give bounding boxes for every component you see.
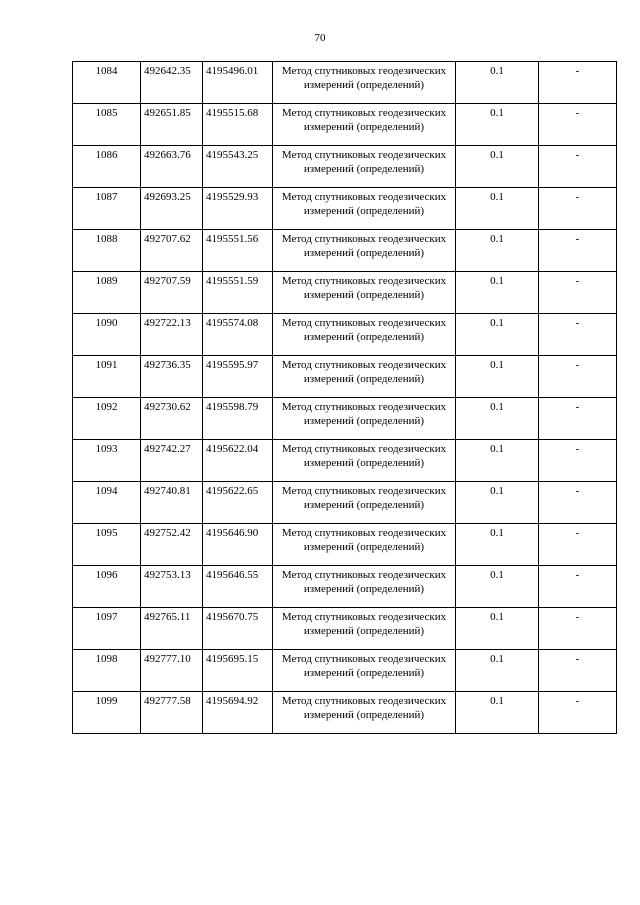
point-number-cell: 1094 xyxy=(73,482,141,524)
x-coordinate-cell: 492753.13 xyxy=(141,566,203,608)
point-number-cell: 1088 xyxy=(73,230,141,272)
note-cell: - xyxy=(539,398,617,440)
point-number-cell: 1084 xyxy=(73,62,141,104)
method-cell: Метод спутниковых геодезических измерений (определений) xyxy=(273,104,456,146)
note-cell: - xyxy=(539,356,617,398)
x-coordinate-cell: 492651.85 xyxy=(141,104,203,146)
x-coordinate-cell: 492765.11 xyxy=(141,608,203,650)
method-cell: Метод спутниковых геодезических измерений (определений) xyxy=(273,440,456,482)
y-coordinate-cell: 4195574.08 xyxy=(203,314,273,356)
method-cell: Метод спутниковых геодезических измерений (определений) xyxy=(273,356,456,398)
method-cell: Метод спутниковых геодезических измерений (определений) xyxy=(273,188,456,230)
table-row xyxy=(73,188,617,230)
table-row xyxy=(73,398,617,440)
note-cell: - xyxy=(539,524,617,566)
x-coordinate-cell: 492642.35 xyxy=(141,62,203,104)
table-row xyxy=(73,650,617,692)
accuracy-cell: 0.1 xyxy=(456,314,539,356)
table-row xyxy=(73,566,617,608)
accuracy-cell: 0.1 xyxy=(456,398,539,440)
method-cell: Метод спутниковых геодезических измерений (определений) xyxy=(273,566,456,608)
y-coordinate-cell: 4195694.92 xyxy=(203,692,273,734)
y-coordinate-cell: 4195646.90 xyxy=(203,524,273,566)
method-cell: Метод спутниковых геодезических измерений (определений) xyxy=(273,230,456,272)
x-coordinate-cell: 492736.35 xyxy=(141,356,203,398)
method-cell: Метод спутниковых геодезических измерений (определений) xyxy=(273,608,456,650)
point-number-cell: 1099 xyxy=(73,692,141,734)
x-coordinate-cell: 492707.59 xyxy=(141,272,203,314)
y-coordinate-cell: 4195646.55 xyxy=(203,566,273,608)
note-cell: - xyxy=(539,62,617,104)
note-cell: - xyxy=(539,104,617,146)
point-number-cell: 1090 xyxy=(73,314,141,356)
accuracy-cell: 0.1 xyxy=(456,692,539,734)
point-number-cell: 1092 xyxy=(73,398,141,440)
y-coordinate-cell: 4195622.04 xyxy=(203,440,273,482)
x-coordinate-cell: 492663.76 xyxy=(141,146,203,188)
table-row xyxy=(73,608,617,650)
note-cell: - xyxy=(539,566,617,608)
table-row xyxy=(73,272,617,314)
note-cell: - xyxy=(539,272,617,314)
point-number-cell: 1086 xyxy=(73,146,141,188)
method-cell: Метод спутниковых геодезических измерений (определений) xyxy=(273,650,456,692)
x-coordinate-cell: 492777.10 xyxy=(141,650,203,692)
point-number-cell: 1096 xyxy=(73,566,141,608)
x-coordinate-cell: 492740.81 xyxy=(141,482,203,524)
accuracy-cell: 0.1 xyxy=(456,440,539,482)
accuracy-cell: 0.1 xyxy=(456,566,539,608)
point-number-cell: 1095 xyxy=(73,524,141,566)
method-cell: Метод спутниковых геодезических измерений (определений) xyxy=(273,692,456,734)
table-row xyxy=(73,62,617,104)
method-cell: Метод спутниковых геодезических измерений (определений) xyxy=(273,272,456,314)
x-coordinate-cell: 492722.13 xyxy=(141,314,203,356)
y-coordinate-cell: 4195551.59 xyxy=(203,272,273,314)
note-cell: - xyxy=(539,230,617,272)
x-coordinate-cell: 492752.42 xyxy=(141,524,203,566)
note-cell: - xyxy=(539,692,617,734)
table-row xyxy=(73,440,617,482)
table-row xyxy=(73,356,617,398)
coordinates-table xyxy=(72,61,617,734)
y-coordinate-cell: 4195595.97 xyxy=(203,356,273,398)
accuracy-cell: 0.1 xyxy=(456,188,539,230)
table-row xyxy=(73,524,617,566)
y-coordinate-cell: 4195622.65 xyxy=(203,482,273,524)
accuracy-cell: 0.1 xyxy=(456,482,539,524)
y-coordinate-cell: 4195695.15 xyxy=(203,650,273,692)
accuracy-cell: 0.1 xyxy=(456,146,539,188)
table-row xyxy=(73,314,617,356)
method-cell: Метод спутниковых геодезических измерений (определений) xyxy=(273,398,456,440)
note-cell: - xyxy=(539,440,617,482)
method-cell: Метод спутниковых геодезических измерений (определений) xyxy=(273,314,456,356)
table-row xyxy=(73,104,617,146)
y-coordinate-cell: 4195670.75 xyxy=(203,608,273,650)
x-coordinate-cell: 492707.62 xyxy=(141,230,203,272)
method-cell: Метод спутниковых геодезических измерений (определений) xyxy=(273,482,456,524)
table-row xyxy=(73,146,617,188)
note-cell: - xyxy=(539,650,617,692)
accuracy-cell: 0.1 xyxy=(456,62,539,104)
accuracy-cell: 0.1 xyxy=(456,104,539,146)
point-number-cell: 1085 xyxy=(73,104,141,146)
note-cell: - xyxy=(539,146,617,188)
note-cell: - xyxy=(539,314,617,356)
y-coordinate-cell: 4195543.25 xyxy=(203,146,273,188)
point-number-cell: 1087 xyxy=(73,188,141,230)
x-coordinate-cell: 492742.27 xyxy=(141,440,203,482)
method-cell: Метод спутниковых геодезических измерений (определений) xyxy=(273,62,456,104)
table-body xyxy=(73,62,617,734)
x-coordinate-cell: 492693.25 xyxy=(141,188,203,230)
method-cell: Метод спутниковых геодезических измерений (определений) xyxy=(273,146,456,188)
note-cell: - xyxy=(539,188,617,230)
table-row xyxy=(73,692,617,734)
note-cell: - xyxy=(539,608,617,650)
method-cell: Метод спутниковых геодезических измерений (определений) xyxy=(273,524,456,566)
note-cell: - xyxy=(539,482,617,524)
y-coordinate-cell: 4195529.93 xyxy=(203,188,273,230)
accuracy-cell: 0.1 xyxy=(456,230,539,272)
accuracy-cell: 0.1 xyxy=(456,356,539,398)
accuracy-cell: 0.1 xyxy=(456,608,539,650)
accuracy-cell: 0.1 xyxy=(456,524,539,566)
table-row xyxy=(73,230,617,272)
point-number-cell: 1097 xyxy=(73,608,141,650)
x-coordinate-cell: 492730.62 xyxy=(141,398,203,440)
point-number-cell: 1093 xyxy=(73,440,141,482)
y-coordinate-cell: 4195496.01 xyxy=(203,62,273,104)
accuracy-cell: 0.1 xyxy=(456,650,539,692)
point-number-cell: 1091 xyxy=(73,356,141,398)
table-row xyxy=(73,482,617,524)
x-coordinate-cell: 492777.58 xyxy=(141,692,203,734)
accuracy-cell: 0.1 xyxy=(456,272,539,314)
y-coordinate-cell: 4195598.79 xyxy=(203,398,273,440)
y-coordinate-cell: 4195551.56 xyxy=(203,230,273,272)
y-coordinate-cell: 4195515.68 xyxy=(203,104,273,146)
point-number-cell: 1089 xyxy=(73,272,141,314)
page-number: 70 xyxy=(314,32,326,44)
point-number-cell: 1098 xyxy=(73,650,141,692)
